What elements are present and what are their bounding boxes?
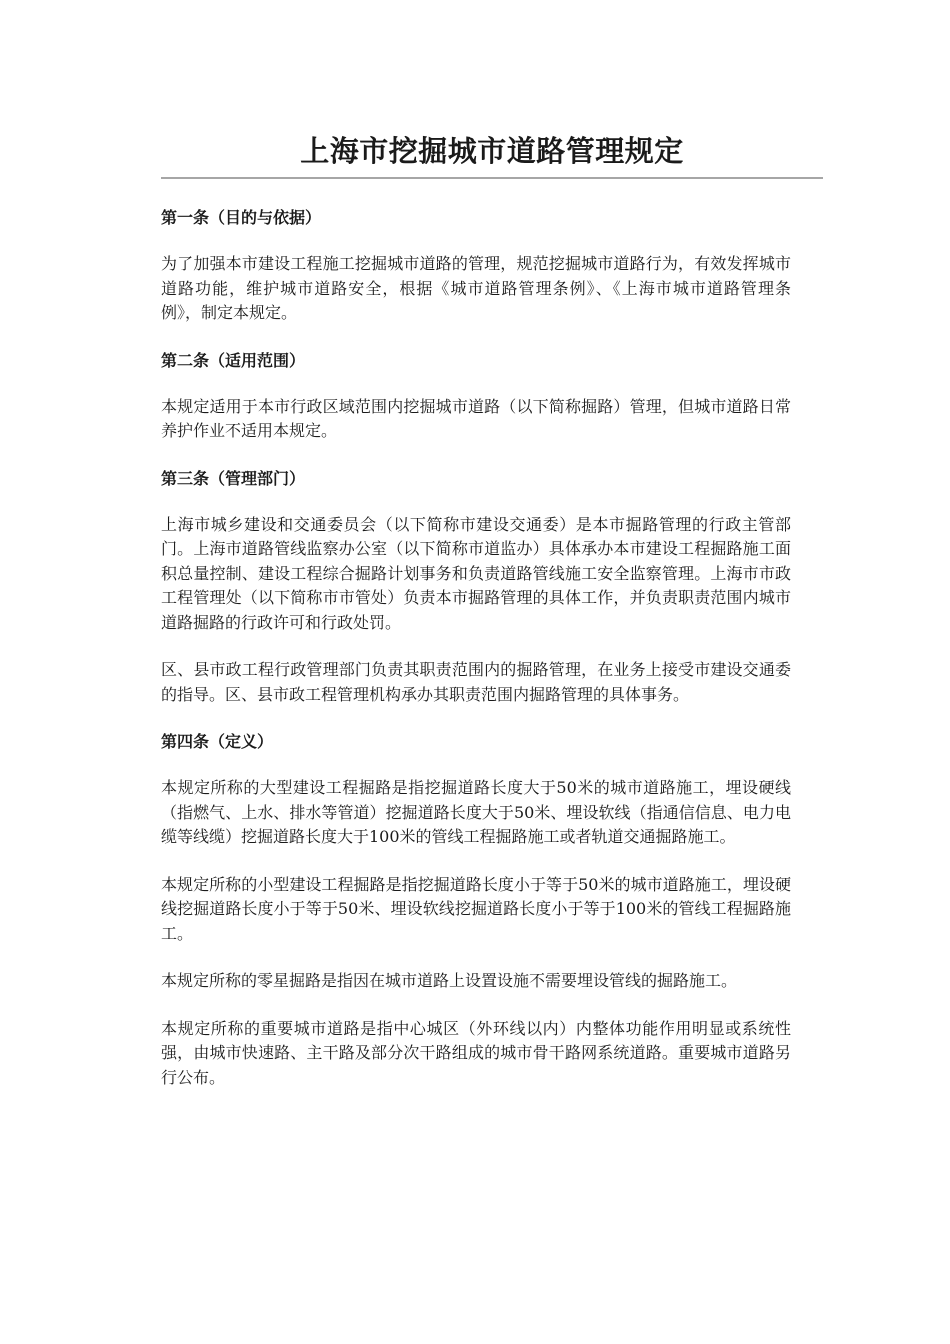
document-page <box>161 0 823 1344</box>
article-4-heading: 第四条（定义） <box>161 732 274 751</box>
article-4-paragraph-3: 本规定所称的零星掘路是指因在城市道路上设置设施不需要埋设管线的掘路施工。 <box>161 971 738 990</box>
article-4-paragraph-2: 本规定所称的小型建设工程掘路是指挖掘道路长度小于等于50米的城市道路施工，埋设硬线挖掘道路长度小于等于50米、埋设软线挖掘道路长度小于等于100米的管线工程掘路施工。 <box>161 874 791 943</box>
article-1-paragraph-1: 为了加强本市建设工程施工挖掘城市道路的管理，规范挖掘城市道路行为，有效发挥城市道路功能，维护城市道路安全，根据《城市道路管理条例》、《上海市城市道路管理条例》，制定本规定。 <box>161 254 791 322</box>
article-3-paragraph-1: 上海市城乡建设和交通委员会（以下简称市建设交通委）是本市掘路管理的行政主管部门。上海市道路管线监察办公室（以下简称市道监办）具体承办本市建设工程掘路施工面积总量控制、建设工程综合掘路计划事务和负责道路管线施工安全监察管理。上海市市政工程管理处（以下简称市市管处）负责本市掘路管理的具体工作，并负责职责范围内城市道路掘路的行政许可和行政处罚。 <box>161 514 791 632</box>
article-2-paragraph-1: 本规定适用于本市行政区域范围内挖掘城市道路（以下简称掘路）管理，但城市道路日常养护作业不适用本规定。 <box>161 396 791 440</box>
document-title: 上海市挖掘城市道路管理规定 <box>300 134 684 168</box>
article-2-heading: 第二条（适用范围） <box>161 350 306 370</box>
article-4-paragraph-1: 本规定所称的大型建设工程掘路是指挖掘道路长度大于50米的城市道路施工，埋设硬线（指燃气、上水、排水等管道）挖掘道路长度大于50米、埋设软线（指通信信息、电力电缆等线缆）挖掘道路长度大于100米的管线工程掘路施工或者轨道交通掘路施工。 <box>161 778 791 846</box>
article-4-paragraph-4: 本规定所称的重要城市道路是指中心城区（外环线以内）内整体功能作用明显或系统性强，由城市快速路、主干路及部分次干路组成的城市骨干路网系统道路。重要城市道路另行公布。 <box>161 1018 791 1087</box>
article-1-heading: 第一条（目的与依据） <box>161 208 322 227</box>
article-3-heading: 第三条（管理部门） <box>161 468 306 488</box>
article-3-paragraph-2: 区、县市政工程行政管理部门负责其职责范围内的掘路管理，在业务上接受市建设交通委的指导。区、县市政工程管理机构承办其职责范围内掘路管理的具体事务。 <box>161 660 791 704</box>
